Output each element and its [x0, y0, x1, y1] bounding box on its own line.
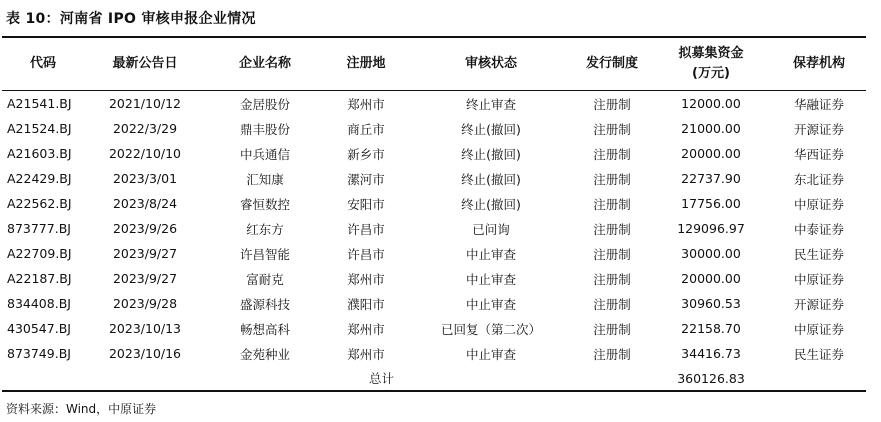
date-cell: 2022/10/10	[108, 146, 182, 161]
sponsor-cell: 民生证券	[793, 246, 844, 262]
code-cell: A21541.BJ	[7, 96, 72, 111]
system-cell: 注册制	[593, 171, 631, 187]
code-cell: 873777.BJ	[7, 221, 71, 236]
location-cell: 濮阳市	[347, 296, 385, 312]
code-cell: A22187.BJ	[7, 271, 72, 286]
code-cell: 430547.BJ	[7, 321, 71, 336]
company-cell: 富耐克	[246, 271, 284, 287]
company-cell: 鼎丰股份	[239, 121, 290, 137]
location-cell: 许昌市	[347, 221, 385, 237]
source-note: 资料来源：Wind，中原证券	[6, 402, 157, 416]
table-header-row	[2, 37, 866, 91]
status-cell: 终止(撤回)	[461, 121, 521, 137]
system-cell: 注册制	[593, 271, 631, 287]
system-cell: 注册制	[593, 246, 631, 262]
table-row	[2, 241, 866, 266]
company-cell: 金居股份	[239, 96, 290, 112]
total-amount: 360126.83	[677, 370, 745, 386]
date-cell: 2023/9/26	[112, 221, 178, 236]
code-cell: A21524.BJ	[7, 121, 72, 136]
sponsor-cell: 中原证券	[793, 321, 844, 337]
header-sponsor: 保荐机构	[792, 56, 845, 71]
table-row	[2, 166, 866, 191]
date-cell: 2023/9/27	[112, 246, 178, 261]
code-cell: A21603.BJ	[7, 146, 72, 161]
system-cell: 注册制	[593, 146, 631, 162]
location-cell: 郑州市	[347, 271, 385, 287]
amount-cell: 22158.70	[681, 321, 741, 336]
company-cell: 红东方	[246, 221, 284, 237]
date-cell: 2023/8/24	[112, 196, 178, 211]
table-title: 表 10：河南省 IPO 审核申报企业情况	[6, 11, 256, 27]
header-code: 代码	[29, 56, 56, 71]
status-cell: 中止审查	[465, 246, 516, 262]
sponsor-cell: 华融证券	[793, 96, 844, 112]
system-cell: 注册制	[593, 121, 631, 137]
table-row	[2, 266, 866, 291]
company-cell: 汇知康	[246, 171, 284, 187]
code-cell: A22562.BJ	[7, 196, 72, 211]
location-cell: 郑州市	[347, 321, 385, 337]
location-cell: 郑州市	[347, 96, 385, 112]
header-system: 发行制度	[585, 56, 638, 71]
code-cell: A22709.BJ	[7, 246, 72, 261]
system-cell: 注册制	[593, 346, 631, 362]
header-location: 注册地	[346, 56, 386, 71]
status-cell: 中止审查	[465, 296, 516, 312]
status-cell: 已问询	[472, 221, 510, 237]
ipo-table	[2, 36, 866, 392]
sponsor-cell: 中原证券	[793, 271, 844, 287]
sponsor-cell: 中原证券	[793, 196, 844, 212]
date-cell: 2022/3/29	[112, 121, 178, 136]
sponsor-cell: 民生证券	[793, 346, 844, 362]
amount-cell: 22737.90	[681, 171, 741, 186]
code-cell: 834408.BJ	[7, 296, 71, 311]
table-row	[2, 91, 866, 117]
date-cell: 2023/9/28	[112, 296, 178, 311]
table-row	[2, 341, 866, 366]
sponsor-cell: 东北证券	[793, 171, 844, 187]
table-row	[2, 291, 866, 316]
amount-cell: 20000.00	[681, 271, 741, 286]
sponsor-cell: 开源证券	[793, 121, 844, 137]
system-cell: 注册制	[593, 221, 631, 237]
sponsor-cell: 华西证券	[793, 146, 844, 162]
amount-cell: 17756.00	[681, 196, 741, 211]
amount-cell: 21000.00	[681, 121, 741, 136]
company-cell: 金苑种业	[239, 346, 290, 362]
table-row	[2, 216, 866, 241]
status-cell: 中止审查	[465, 271, 516, 287]
location-cell: 漯河市	[347, 171, 385, 187]
header-amount	[650, 37, 772, 91]
table-row	[2, 316, 866, 341]
sponsor-cell: 开源证券	[793, 296, 844, 312]
table-row	[2, 141, 866, 166]
amount-cell: 12000.00	[681, 96, 741, 111]
company-cell: 中兵通信	[239, 146, 290, 162]
amount-cell: 30960.53	[681, 296, 741, 311]
amount-cell: 129096.97	[677, 221, 745, 236]
system-cell: 注册制	[593, 96, 631, 112]
system-cell: 注册制	[593, 296, 631, 312]
status-cell: 终止(撤回)	[461, 146, 521, 162]
location-cell: 安阳市	[347, 196, 385, 212]
date-cell: 2023/3/01	[112, 171, 178, 186]
header-amount-label: 拟募集资金	[678, 46, 744, 61]
table-row	[2, 191, 866, 216]
date-cell: 2023/9/27	[112, 271, 178, 286]
system-cell: 注册制	[593, 196, 631, 212]
header-status: 审核状态	[464, 56, 517, 71]
amount-cell: 30000.00	[681, 246, 741, 261]
total-row	[2, 366, 866, 391]
date-cell: 2023/10/13	[108, 321, 182, 336]
status-cell: 已回复（第二次）	[440, 321, 541, 337]
location-cell: 新乡市	[347, 146, 385, 162]
status-cell: 终止审查	[465, 96, 516, 112]
status-cell: 终止(撤回)	[461, 171, 521, 187]
amount-cell: 34416.73	[681, 346, 741, 361]
amount-cell: 20000.00	[681, 146, 741, 161]
code-cell: A22429.BJ	[7, 171, 72, 186]
company-cell: 许昌智能	[239, 246, 290, 262]
location-cell: 许昌市	[347, 246, 385, 262]
company-cell: 睿恒数控	[239, 196, 290, 212]
header-company: 企业名称	[238, 56, 291, 71]
date-cell: 2023/10/16	[108, 346, 182, 361]
date-cell: 2021/10/12	[108, 96, 182, 111]
location-cell: 商丘市	[347, 121, 385, 137]
sponsor-cell: 中泰证券	[793, 221, 844, 237]
company-cell: 畅想高科	[239, 321, 290, 337]
location-cell: 郑州市	[347, 346, 385, 362]
header-date: 最新公告日	[112, 56, 178, 71]
status-cell: 中止审查	[465, 346, 516, 362]
code-cell: 873749.BJ	[7, 346, 71, 361]
status-cell: 终止(撤回)	[461, 196, 521, 212]
header-amount-unit: (万元)	[692, 66, 730, 81]
total-label: 总计	[368, 371, 394, 386]
system-cell: 注册制	[593, 321, 631, 337]
company-cell: 盛源科技	[239, 296, 290, 312]
table-row	[2, 116, 866, 141]
